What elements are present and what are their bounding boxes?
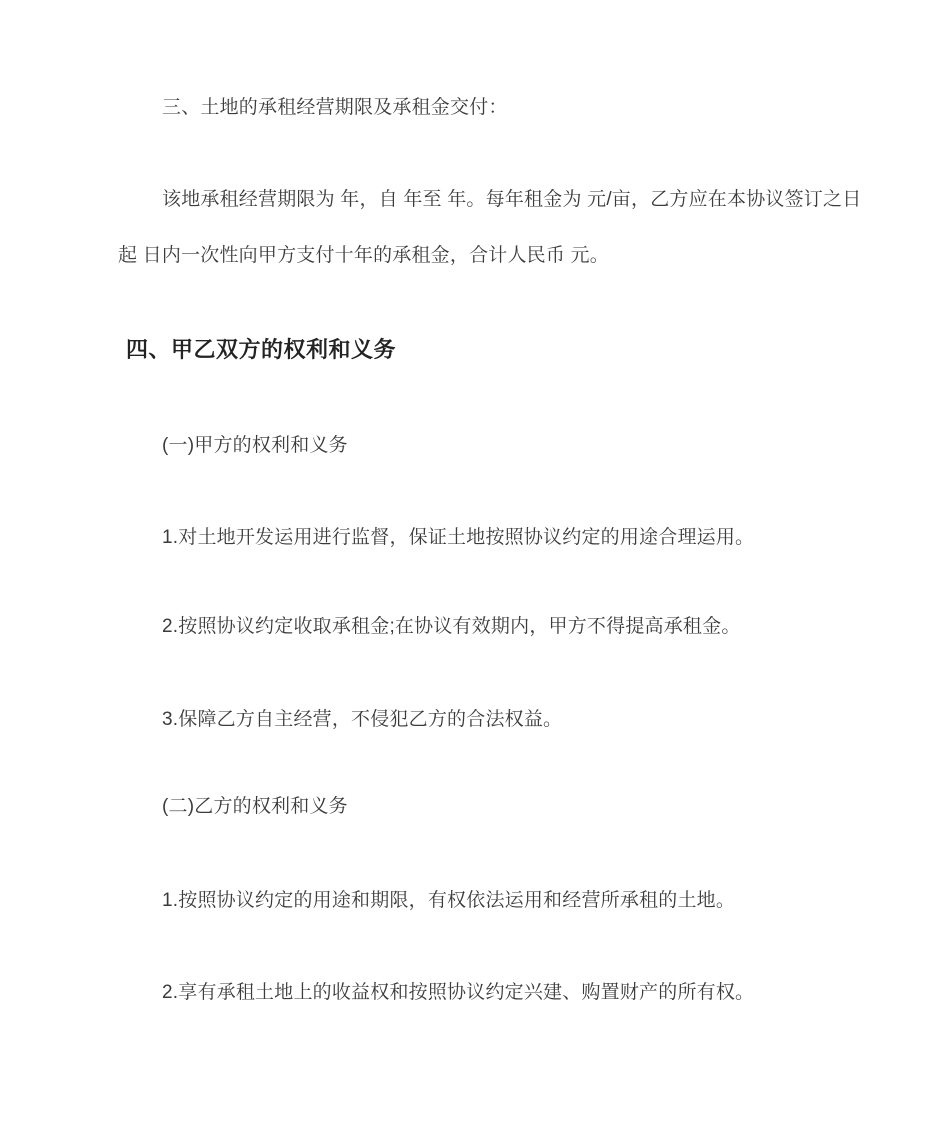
party-a-item-2: 2.按照协议约定收取承租金;在协议有效期内，甲方不得提高承租金。 (162, 616, 741, 637)
party-b-item-1: 1.按照协议约定的用途和期限，有权依法运用和经营所承租的土地。 (162, 890, 736, 911)
section-3-paragraph-line-2: 起 日内一次性向甲方支付十年的承租金，合计人民币 元。 (118, 245, 609, 266)
party-a-item-3: 3.保障乙方自主经营，不侵犯乙方的合法权益。 (162, 709, 563, 730)
party-a-subheading: (一)甲方的权利和义务 (162, 435, 348, 456)
party-b-subheading: (二)乙方的权利和义务 (162, 796, 348, 817)
party-a-item-1: 1.对土地开发运用进行监督，保证土地按照协议约定的用途合理运用。 (162, 527, 755, 548)
party-b-item-2: 2.享有承租土地上的收益权和按照协议约定兴建、购置财产的所有权。 (162, 982, 755, 1003)
section-4-heading: 四、甲乙双方的权利和义务 (126, 337, 397, 362)
section-3-paragraph-line-1: 该地承租经营期限为 年，自 年至 年。每年租金为 元/亩，乙方应在本协议签订之日 (162, 189, 862, 210)
section-3-heading: 三、土地的承租经营期限及承租金交付： (162, 97, 508, 118)
